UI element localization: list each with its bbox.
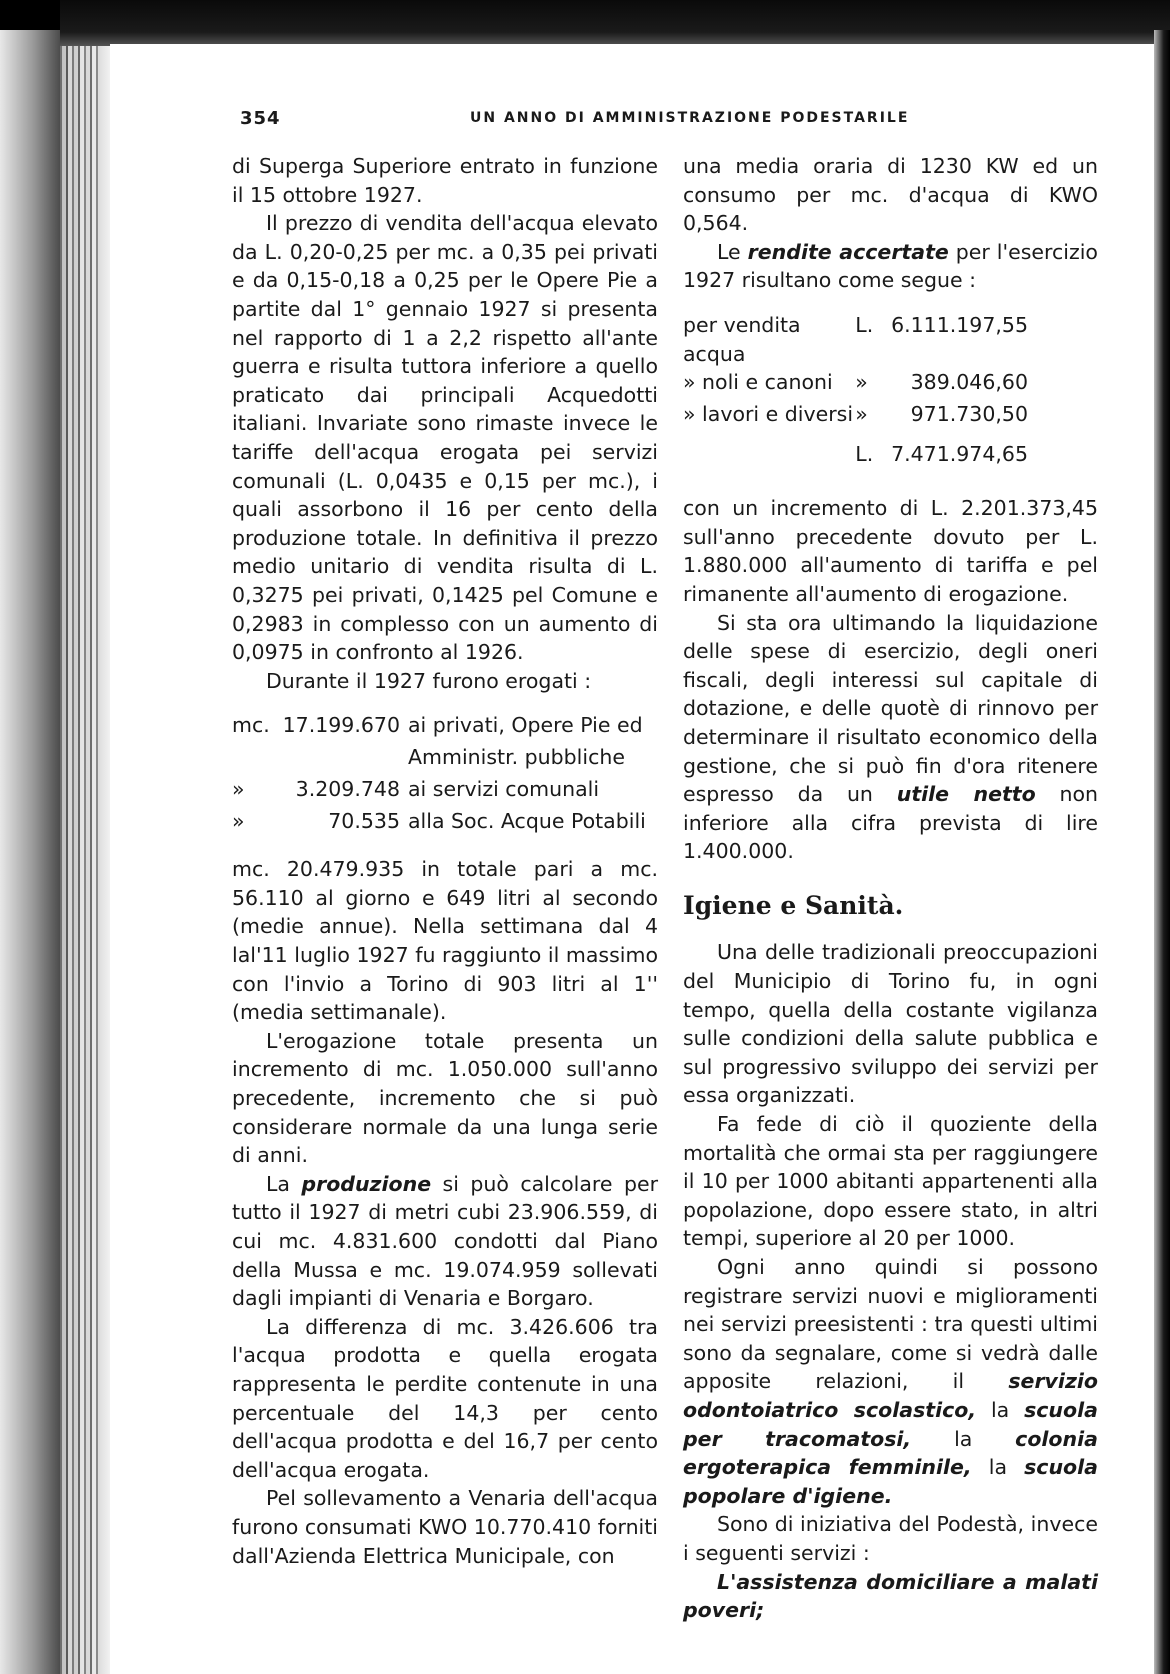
paragraph: La differenza di mc. 3.426.606 tra l'acqua prodotta e quella erogata rappresenta le perdite contenute in una percentuale del 14,3 per cento dell'acqua prodotta e del 16,7 per cento dell'acqua erogata. xyxy=(232,1314,658,1482)
paragraph: Si sta ora ultimando la liquidazione delle spese di esercizio, degli oneri fiscali, degli interessi sul capitale di dotazione, e delle quotè di rinnovo per determinare il risultato economico della gestione, che si può fin d'ora ritenere espresso da un utile netto non inferiore alla cifra prevista di lire 1.400.000. xyxy=(683,610,1098,864)
running-title: UN ANNO DI AMMINISTRAZIONE PODESTARILE xyxy=(470,110,910,126)
table-row: » 3.209.748 ai servizi comunali xyxy=(232,777,600,802)
paragraph: Ogni anno quindi si possono registrare servizi nuovi e miglioramenti nei servizi preesistenti : tra questi ultimi sono da segnalare, come si vedrà dalle apposite relazioni, il servizio odontoiatrico scolastico, la scuola per tracomatosi, la colonia ergoterapica femminile, la scuola popolare d'igiene. xyxy=(683,1255,1098,1508)
rendite-table xyxy=(683,311,1098,472)
paragraph: Le rendite accertate per l'esercizio 1927 risultano come segue : xyxy=(683,239,1098,293)
table-row: » noli e canoni » 389.046,60 xyxy=(683,370,1028,395)
section-heading: Igiene e Sanità. xyxy=(683,890,904,920)
paragraph: Durante il 1927 furono erogati : xyxy=(266,668,592,693)
erogazione-table xyxy=(232,711,658,839)
paragraph: di Superga Superiore entrato in funzione il 15 ottobre 1927. xyxy=(232,154,658,207)
paragraph: L'assistenza domiciliare a malati poveri; xyxy=(683,1569,1098,1623)
scan-shadow-right xyxy=(1154,30,1170,1674)
table-row: per vendita acqua L. 6.111.197,55 xyxy=(683,312,1028,366)
left-column xyxy=(232,152,658,1570)
table-row: » 70.535 alla Soc. Acque Potabili xyxy=(232,809,646,834)
paragraph: L'erogazione totale presenta un incremento di mc. 1.050.000 sull'anno precedente, incremento che si può considerare normale da una lunga serie di anni. xyxy=(232,1028,658,1168)
table-row-total: L. 7.471.974,65 xyxy=(855,442,1028,467)
table-row: mc. 17.199.670 ai privati, Opere Pie ed xyxy=(232,713,643,738)
paragraph: con un incremento di L. 2.201.373,45 sull'anno precedente dovuto per L. 1.880.000 all'aumento di tariffa e pel rimanente all'aumento di erogazione. xyxy=(683,496,1098,606)
paragraph: una media oraria di 1230 KW ed un consumo per mc. d'acqua di KWO 0,564. xyxy=(683,154,1098,236)
paragraph: La produzione si può calcolare per tutto il 1927 di metri cubi 23.906.559, di cui mc. 4.831.600 condotti dal Piano della Mussa e mc. 19.074.959 sollevati dagli impianti di Venaria e Borgaro. xyxy=(232,1171,658,1311)
page-stack-edge xyxy=(60,40,100,1674)
right-column xyxy=(683,152,1098,1625)
table-row: » lavori e diversi » 971.730,50 xyxy=(683,402,1028,427)
paragraph: Fa fede di ciò il quoziente della mortalità che ormai sta per raggiungere il 10 per 1000 abitanti appartenenti alla popolazione, dopo essere stato, in altri tempi, superiore al 20 per 1000. xyxy=(683,1112,1098,1251)
page-number: 354 xyxy=(240,108,281,129)
paragraph: Il prezzo di vendita dell'acqua elevato da L. 0,20-0,25 per mc. a 0,35 pei privati e da 0,15-0,18 a 0,25 per le Opere Pie a partite dal 1° gennaio 1927 si presenta nel rapporto di 1 a 2,2 rispetto all'ante guerra e risulta tuttora inferiore a quello praticato dai principali Acquedotti italiani. Invariate sono rimaste invece le tariffe dell'acqua erogata pei servizi comunali (L. 0,0435 e 0,15 per mc.), i quali assorbono il 16 per cento della produzione totale. In definitiva il prezzo medio unitario di vendita risulta di L. 0,3275 pei privati, 0,1425 pel Comune e 0,2983 in complesso con un aumento di 0,0975 in confronto al 1926. xyxy=(232,211,658,665)
paragraph: Una delle tradizionali preoccupazioni del Municipio di Torino fu, in ogni tempo, quella della costante vigilanza sulle condizioni della salute pubblica e sul progressivo sviluppo dei servizi per essa organizzati. xyxy=(683,940,1098,1108)
paragraph: Pel sollevamento a Venaria dell'acqua furono consumati KWO 10.770.410 forniti dall'Azienda Elettrica Municipale, con xyxy=(232,1486,658,1568)
paragraph: Sono di iniziativa del Podestà, invece i seguenti servizi : xyxy=(683,1512,1098,1565)
table-row: Amministr. pubbliche xyxy=(408,745,625,770)
paragraph: mc. 20.479.935 in totale pari a mc. 56.110 al giorno e 649 litri al secondo (medie annue). Nella settimana dal 4 lal'11 luglio 1927 fu raggiunto il massimo con l'invio a Torino di 903 litri al 1'' (media settimanale). xyxy=(232,857,658,1025)
scan-shadow-top xyxy=(60,0,1170,46)
